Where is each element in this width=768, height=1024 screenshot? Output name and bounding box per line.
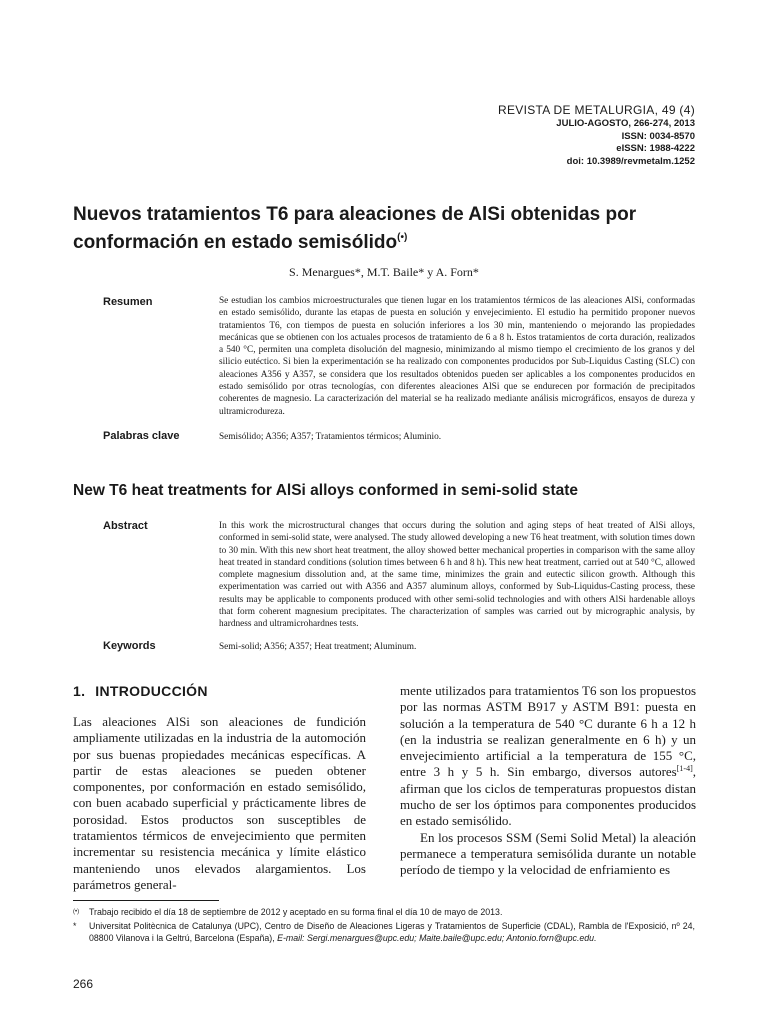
resumen-text: Se estudian los cambios microestructurales que tienen lugar en los tratamientos térmicos de las aleaciones AlSi, conformadas en estado semisólido, durante las etapas de puesta en solución y envejecimiento. El estudio ha permitido proponer nuevos tratamientos T6, con tiempos de puesta en solución inferiores a los 30 min, manteniendo o mejorando las propiedades mecánicas que se obtienen con los actuales procesos de tratamiento de 6 a 8 h. Estos tratamientos de corta duración, realizados a 540 °C, permiten una completa disolución del magnesio, minimizando al mismo tiempo el crecimiento de los granos y del silicio eutéctico. Si bien la experimentación se ha realizado con componentes producidos por Sub-Liquidus Casting (SLC) con aleaciones A356 y A357, se considera que los resultados obtenidos pueden ser aplicables a los componentes producidos en estado semisólido por otras tecnologías, con diferentes aleaciones AlSi que se endurecen por formación de precipitados coherentes de magnesio. La caracterización del material se ha realizado mediante análisis micrográficos, ensayos de dureza y ultramicrodureza. (219, 296, 695, 417)
palabras-clave-label: Palabras clave (103, 430, 180, 442)
authors: S. Menargues*, M.T. Baile* y A. Forn* (289, 265, 479, 279)
english-title: New T6 heat treatments for AlSi alloys conformed in semi-solid state (73, 482, 579, 499)
citation-reference: [1-4] (676, 764, 693, 774)
footnote-mark: (•) (73, 909, 80, 915)
journal-header (498, 102, 695, 168)
footnotes (73, 906, 695, 944)
section-title: INTRODUCCIÓN (95, 683, 208, 699)
body-right-column (400, 683, 696, 879)
abstract-label: Abstract (103, 520, 148, 532)
body-text: , afirman que los ciclos de temperaturas propuestos distan mucho de ser los óptimos para componentes producidos en estado semisólido. (400, 764, 696, 829)
email-label: E-mail: (277, 932, 305, 943)
section-heading (73, 683, 208, 699)
section-number: 1. (73, 683, 86, 699)
keywords-text: Semi-solid; A356; A357; Heat treatment; Aluminum. (219, 642, 417, 652)
journal-doi: doi: 10.3989/revmetalm.1252 (566, 155, 695, 167)
footnote-text (89, 920, 695, 944)
footnote (73, 906, 695, 920)
body-paragraph: Las aleaciones AlSi son aleaciones de fundición ampliamente utilizadas en la industria de la automoción por sus buenas propiedades mecánicas específicas. A partir de estas aleaciones se pueden obtener componentes, por conformación en estado semisólido, con buen acabado superficial y prácticamente libres de porosidad. Estos productos son susceptibles de tratamientos térmicos de envejecimiento que permiten incrementar su resistencia mecánica y límite elástico manteniendo unos elevados alargamientos. Los parámetros general- (73, 714, 366, 892)
footnote-divider (73, 900, 219, 901)
page-number: 266 (73, 977, 94, 991)
journal-eissn: eISSN: 1988-4222 (616, 143, 695, 154)
footnote-mark: * (73, 920, 77, 931)
email-addresses[interactable]: Sergi.menargues@upc.edu; Maite.baile@upc.edu; Antonio.forn@upc.edu. (306, 932, 597, 943)
body-paragraph (400, 683, 696, 830)
footnote-text: Trabajo recibido el día 18 de septiembre de 2012 y aceptado en su forma final el día 10 de mayo de 2013. (89, 907, 503, 917)
footnote (73, 920, 695, 944)
palabras-clave-text: Semisólido; A356; A357; Tratamientos térmicos; Aluminio. (219, 432, 442, 442)
body-paragraph: En los procesos SSM (Semi Solid Metal) la aleación permanece a temperatura semisólida durante un notable período de tiempo y la velocidad de enfriamiento es (400, 829, 696, 878)
paper-title-text: Nuevos tratamientos T6 para aleaciones de AlSi obtenidas por conformación en estado semisólido (73, 204, 637, 253)
resumen-label: Resumen (103, 296, 153, 308)
affiliation-text: Universitat Politècnica de Catalunya (UPC), Centro de Diseño de Aleaciones Ligeras y Tratamientos de Superficie (CDAL), Rambla de l'Exposició, nº 24, 08800 Vilanova i la Geltrú, Barcelona (España), (89, 920, 695, 943)
paper-title (73, 203, 713, 254)
keywords-label: Keywords (103, 640, 156, 652)
body-text: mente utilizados para tratamientos T6 son los propuestos por las normas ASTM B917 y ASTM B91: puesta en solución a la temperatura de 540 °C durante 6 h a 12 h (en la industria se realizan generalmente en 6 h) y un envejecimiento artificial a la temperatura de 155 °C, entre 3 h y 5 h. Sin embargo, diversos autores (400, 683, 696, 780)
journal-issn: ISSN: 0034-8570 (621, 130, 695, 142)
title-footnote-mark: (•) (397, 232, 408, 243)
journal-issue: JULIO-AGOSTO, 266-274, 2013 (556, 118, 695, 129)
body-left-column (73, 714, 366, 893)
abstract-text: In this work the microstructural changes that occurs during the solution and aging steps of heat treated of AlSi alloys, conformed in semi-solid state, were analysed. The study allowed developing a new T6 heat treatment, with solution times down to 30 min. With this new short heat treatment, the alloy showed better mechanical properties in comparison with the same alloy heat treated in standard conditions (solution times between 6 h and 8 h). This new heat treatment, carried out at 540 °C, allowed complete magnesium dissolution and, at the same time, minimizes the grain and eutectic silicon growth. Although this experimentation was carried out with A356 and A357 aluminum alloys, conformed by Sub-Liquidus-Casting process, these results may be applicable to components produced with other semi-solid technologies and with others AlSi hardenable alloys that form coherent magnesium precipitates. The characterization of samples was carried out by micrographic analysis, by hardness and ultramicrohardnes tests. (219, 521, 695, 630)
journal-name: REVISTA DE METALURGIA, 49 (4) (498, 103, 695, 117)
